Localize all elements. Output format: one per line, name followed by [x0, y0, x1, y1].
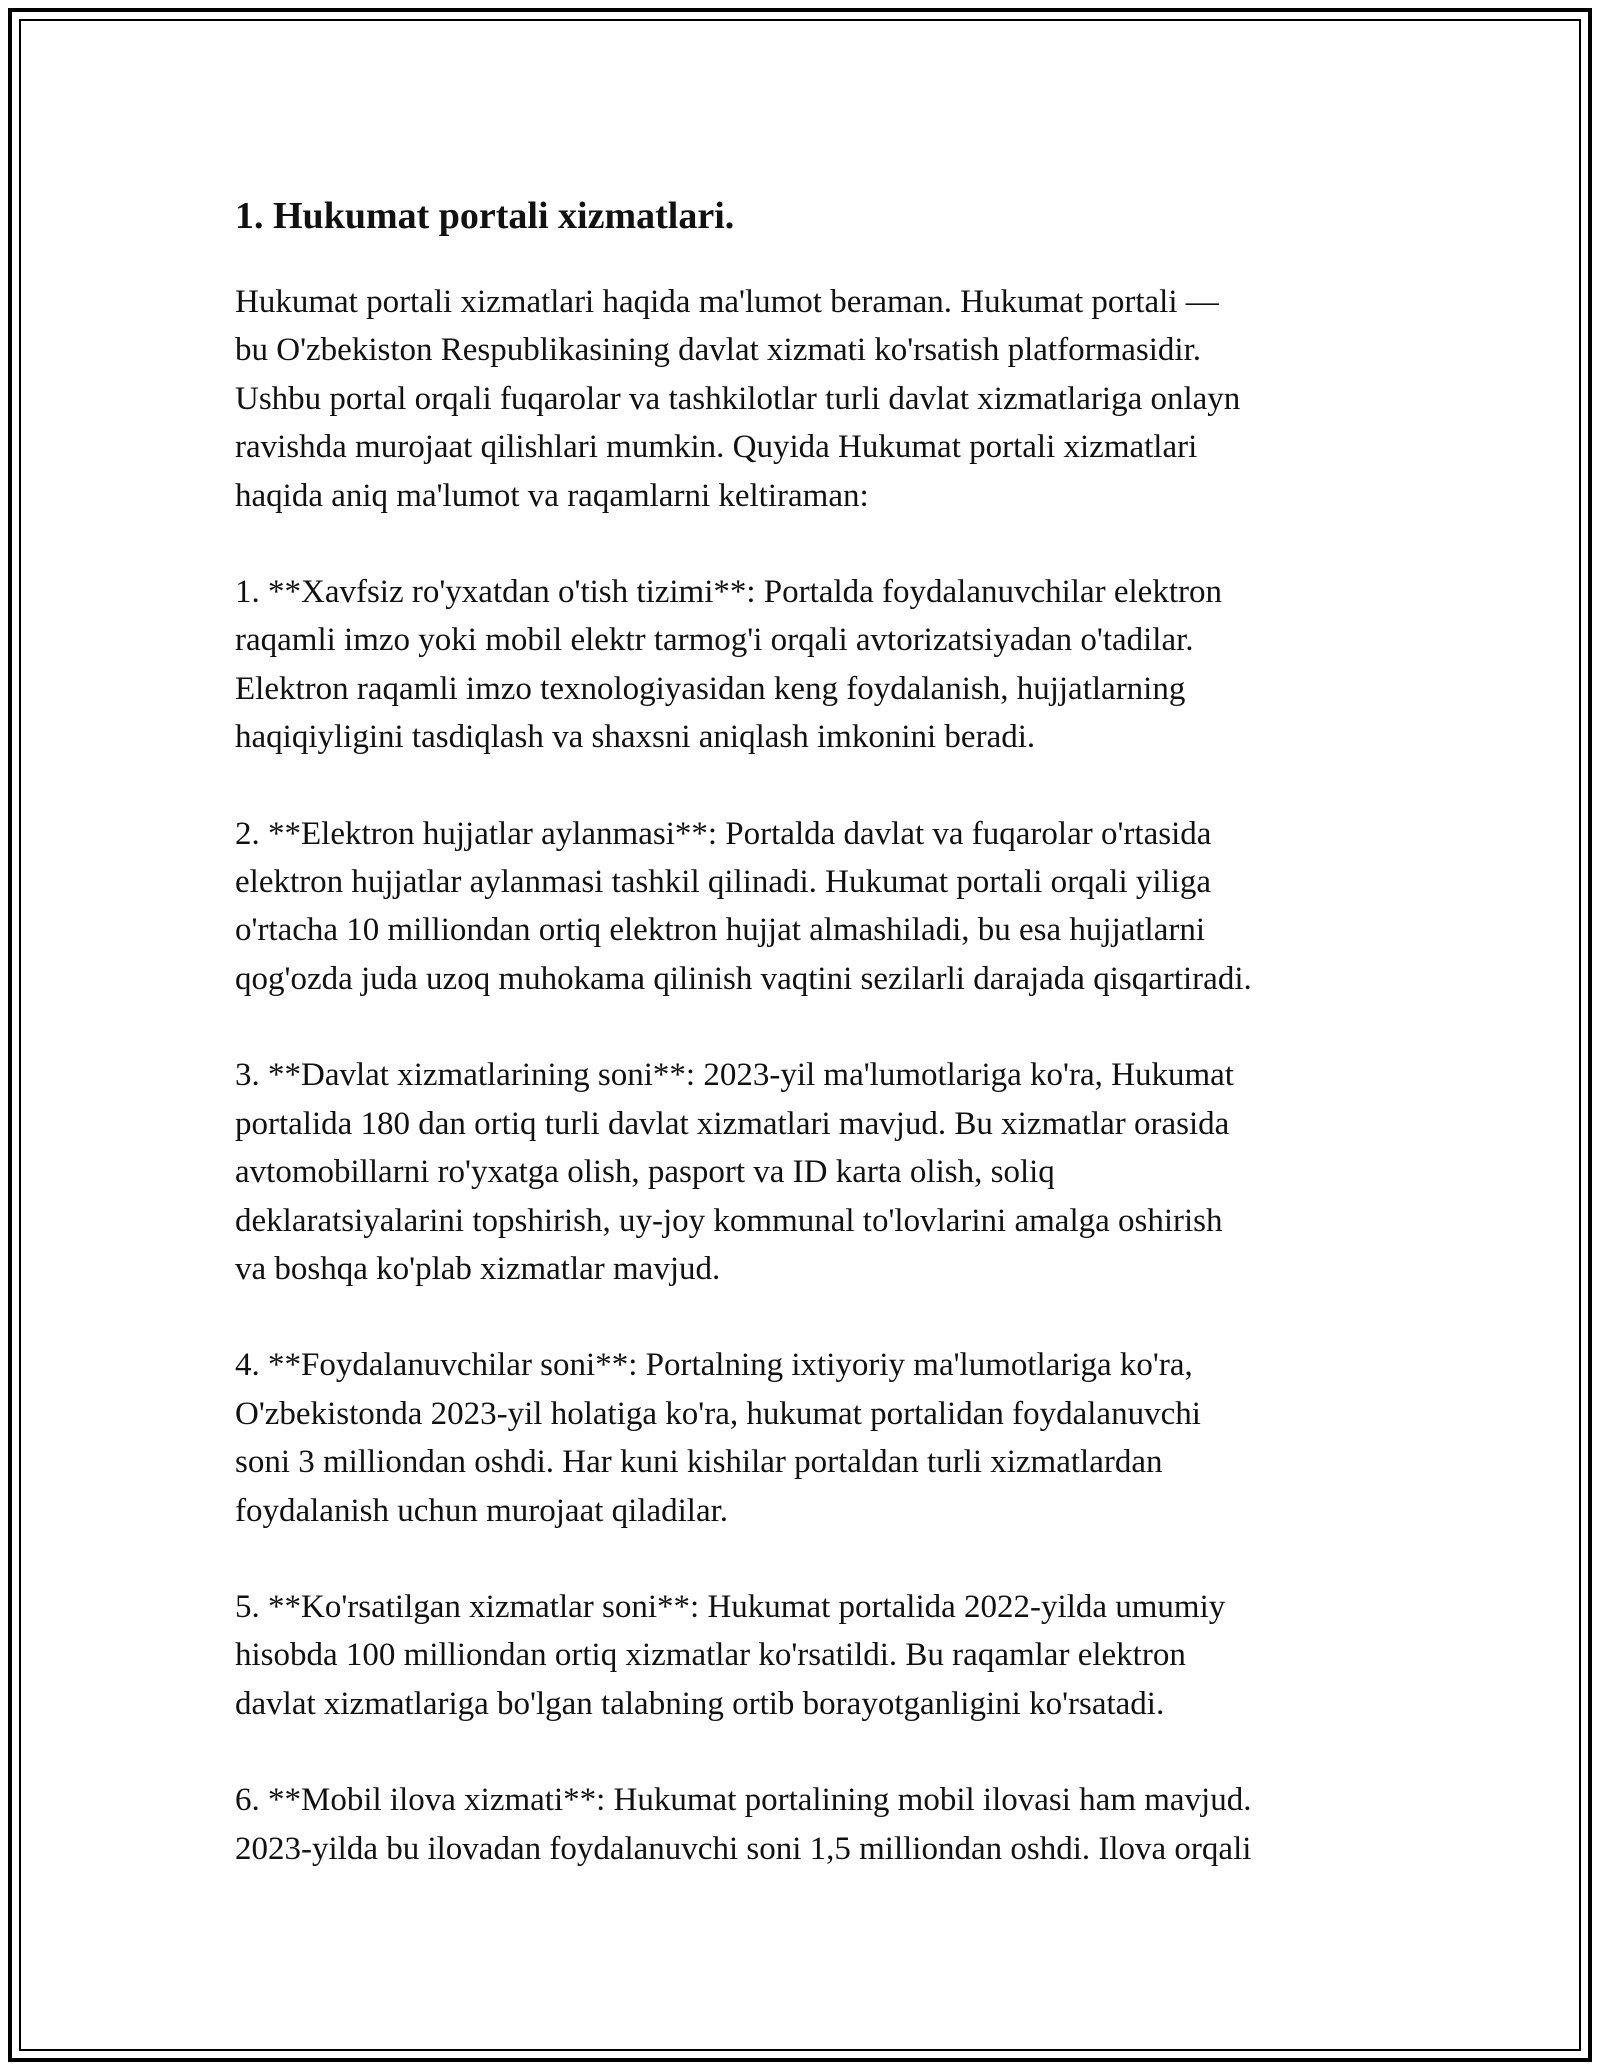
- text-line: bu O'zbekiston Respublikasining davlat xizmati ko'rsatish platformasidir.: [235, 332, 1201, 369]
- list-item-secure-registration: [235, 568, 1380, 762]
- text-line: qog'ozda juda uzoq muhokama qilinish vaqtini sezilarli darajada qisqartiradi.: [235, 960, 1252, 997]
- list-item-user-count: [235, 1341, 1380, 1535]
- list-item-services-provided: [235, 1583, 1380, 1728]
- list-item-mobile-app: [235, 1776, 1380, 1873]
- text-line: avtomobillarni ro'yxatga olish, pasport va ID karta olish, soliq: [235, 1154, 1055, 1191]
- text-line: elektron hujjatlar aylanmasi tashkil qilinadi. Hukumat portali orqali yiliga: [235, 864, 1212, 901]
- document-title: 1. Hukumat portali xizmatlari.: [235, 195, 735, 237]
- document-body: [235, 188, 1380, 1921]
- text-line: 2023-yilda bu ilovadan foydalanuvchi soni 1,5 milliondan oshdi. Ilova orqali: [235, 1830, 1252, 1867]
- text-line: haqiqiyligini tasdiqlash va shaxsni aniqlash imkonini beradi.: [235, 719, 1036, 756]
- text-line: va boshqa ko'plab xizmatlar mavjud.: [235, 1250, 721, 1287]
- text-line: ravishda murojaat qilishlari mumkin. Quyida Hukumat portali xizmatlari: [235, 429, 1198, 466]
- text-line: portalida 180 dan ortiq turli davlat xizmatlari mavjud. Bu xizmatlar orasida: [235, 1105, 1230, 1142]
- text-line: hisobda 100 milliondan ortiq xizmatlar ko'rsatildi. Bu raqamlar elektron: [235, 1637, 1186, 1674]
- text-line: o'rtacha 10 milliondan ortiq elektron hujjat almashiladi, bu esa hujjatlarni: [235, 912, 1206, 949]
- text-line: 6. **Mobil ilova xizmati**: Hukumat portalining mobil ilovasi ham mavjud.: [235, 1782, 1252, 1819]
- intro-paragraph: [235, 278, 1380, 520]
- text-line: Hukumat portali xizmatlari haqida ma'lumot beraman. Hukumat portali —: [235, 284, 1219, 320]
- text-line: raqamli imzo yoki mobil elektr tarmog'i orqali avtorizatsiyadan o'tadilar.: [235, 622, 1194, 659]
- text-line: 4. **Foydalanuvchilar soni**: Portalning ixtiyoriy ma'lumotlariga ko'ra,: [235, 1347, 1193, 1384]
- text-line: 2. **Elektron hujjatlar aylanmasi**: Portalda davlat va fuqarolar o'rtasida: [235, 815, 1212, 852]
- text-line: 5. **Ko'rsatilgan xizmatlar soni**: Hukumat portalida 2022-yilda umumiy: [235, 1588, 1226, 1625]
- text-line: soni 3 milliondan oshdi. Har kuni kishilar portaldan turli xizmatlardan: [235, 1444, 1163, 1481]
- text-line: davlat xizmatlariga bo'lgan talabning ortib borayotganligini ko'rsatadi.: [235, 1685, 1165, 1722]
- list-item-service-count: [235, 1051, 1380, 1293]
- text-line: foydalanish uchun murojaat qiladilar.: [235, 1492, 729, 1529]
- list-item-electronic-documents: [235, 810, 1380, 1004]
- text-line: haqida aniq ma'lumot va raqamlarni keltiraman:: [235, 477, 869, 514]
- text-line: Elektron raqamli imzo texnologiyasidan keng foydalanish, hujjatlarning: [235, 670, 1186, 707]
- text-line: O'zbekistonda 2023-yil holatiga ko'ra, hukumat portalidan foydalanuvchi: [235, 1395, 1201, 1432]
- text-line: deklaratsiyalarini topshirish, uy-joy kommunal to'lovlarini amalga oshirish: [235, 1202, 1223, 1239]
- text-line: 3. **Davlat xizmatlarining soni**: 2023-yil ma'lumotlariga ko'ra, Hukumat: [235, 1057, 1234, 1094]
- text-line: 1. **Xavfsiz ro'yxatdan o'tish tizimi**: Portalda foydalanuvchilar elektron: [235, 574, 1222, 611]
- text-line: Ushbu portal orqali fuqarolar va tashkilotlar turli davlat xizmatlariga onlayn: [235, 380, 1241, 417]
